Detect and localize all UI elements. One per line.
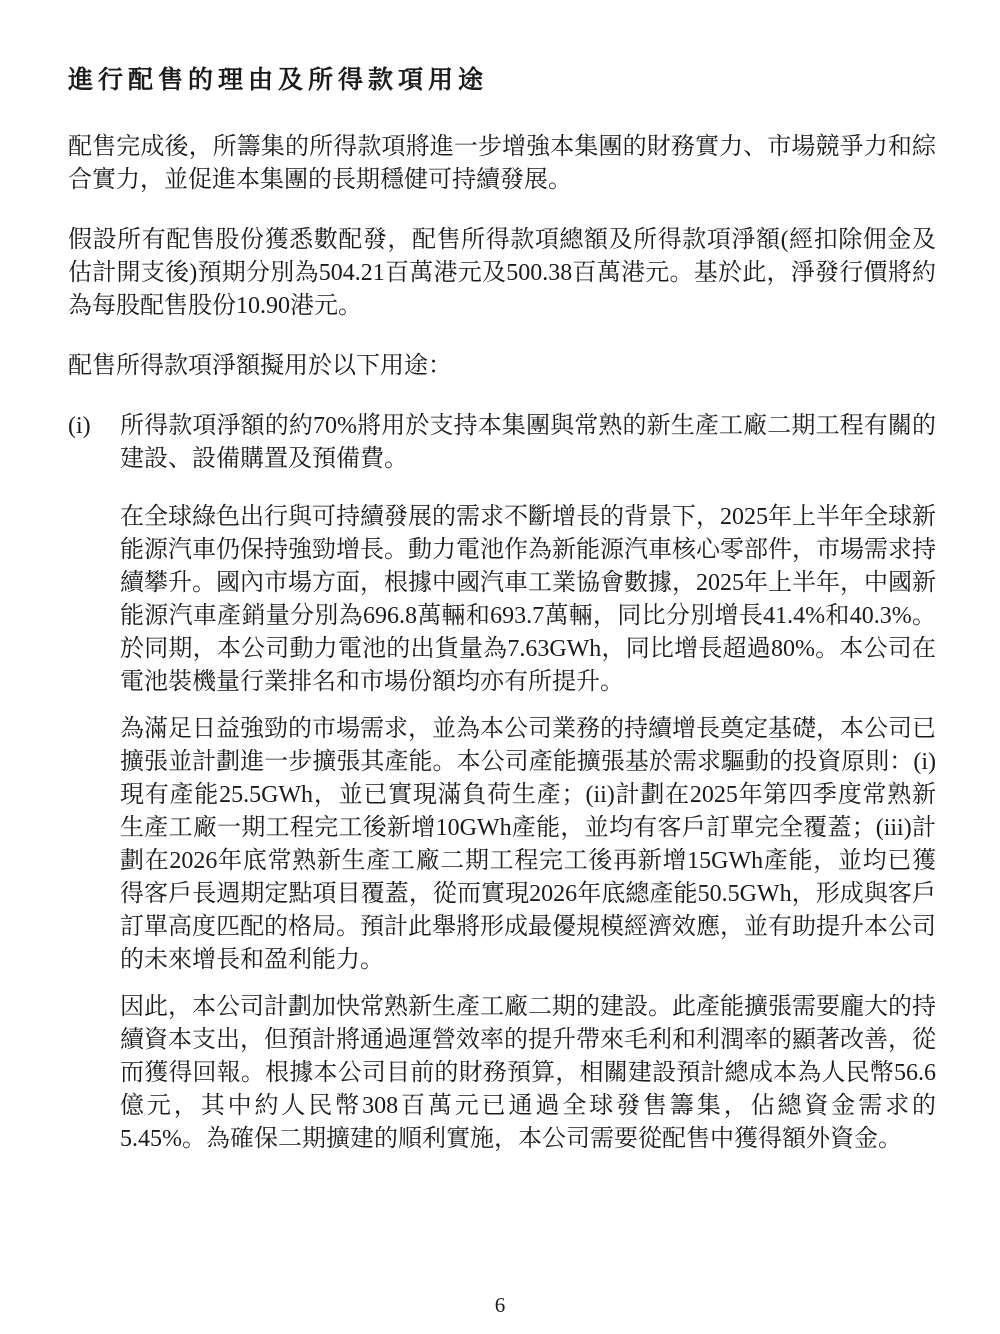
detail-paragraph-3: 因此，本公司計劃加快常熟新生產工廠二期的建設。此產能擴張需要龐大的持續資本支出，但預計將通過運營效率的提升帶來毛利和利潤率的顯著改善，從而獲得回報。根據本公司目前的財務預算，相關建設預計總成本為人民幣56.6億元，其中約人民幣308百萬元已通過全球發售籌集，佔總資金需求的5.45%。為確保二期擴建的順利實施，本公司需要從配售中獲得額外資金。	[120, 993, 936, 1152]
list-item-marker: (i)	[68, 412, 91, 439]
list-item-detail-block	[68, 501, 936, 1156]
intro-paragraph-3: 配售所得款項淨額擬用於以下用途：	[68, 352, 452, 379]
use-of-proceeds-item	[68, 410, 936, 476]
section-heading: 進行配售的理由及所得款項用途	[68, 66, 489, 94]
intro-paragraph-2: 假設所有配售股份獲悉數配發，配售所得款項總額及所得款項淨額(經扣除佣金及估計開支後)預期分別為504.21百萬港元及500.38百萬港元。基於此，淨發行價將約為每股配售股份10.90港元。	[68, 226, 936, 319]
page-number: 6	[494, 1293, 506, 1317]
list-item-text: 所得款項淨額的約70%將用於支持本集團與常熟的新生產工廠二期工程有關的建設、設備購置及預備費。	[120, 412, 936, 472]
detail-paragraph-2: 為滿足日益強勁的市場需求，並為本公司業務的持續增長奠定基礎，本公司已擴張並計劃進一步擴張其產能。本公司產能擴張基於需求驅動的投資原則：(i)現有產能25.5GWh，並已實現滿負荷生產；(ii)計劃在2025年第四季度常熟新生產工廠一期工程完工後新增10GWh產能，並均有客戶訂單完全覆蓋；(iii)計劃在2026年底常熟新生產工廠二期工程完工後再新增15GWh產能，並均已獲得客戶長週期定點項目覆蓋，從而實現2026年底總產能50.5GWh，形成與客戶訂單高度匹配的格局。預計此舉將形成最優規模經濟效應，並有助提升本公司的未來增長和盈利能力。	[120, 715, 936, 973]
detail-paragraph-1: 在全球綠色出行與可持續發展的需求不斷增長的背景下，2025年上半年全球新能源汽車仍保持強勁增長。動力電池作為新能源汽車核心零部件，市場需求持續攀升。國內市場方面，根據中國汽車工業協會數據，2025年上半年，中國新能源汽車產銷量分別為696.8萬輛和693.7萬輛，同比分別增長41.4%和40.3%。於同期，本公司動力電池的出貨量為7.63GWh，同比增長超過80%。本公司在電池裝機量行業排名和市場份額均亦有所提升。	[120, 503, 936, 695]
intro-paragraph-1: 配售完成後，所籌集的所得款項將進一步增強本集團的財務實力、市場競爭力和綜合實力，並促進本集團的長期穩健可持續發展。	[68, 133, 936, 193]
